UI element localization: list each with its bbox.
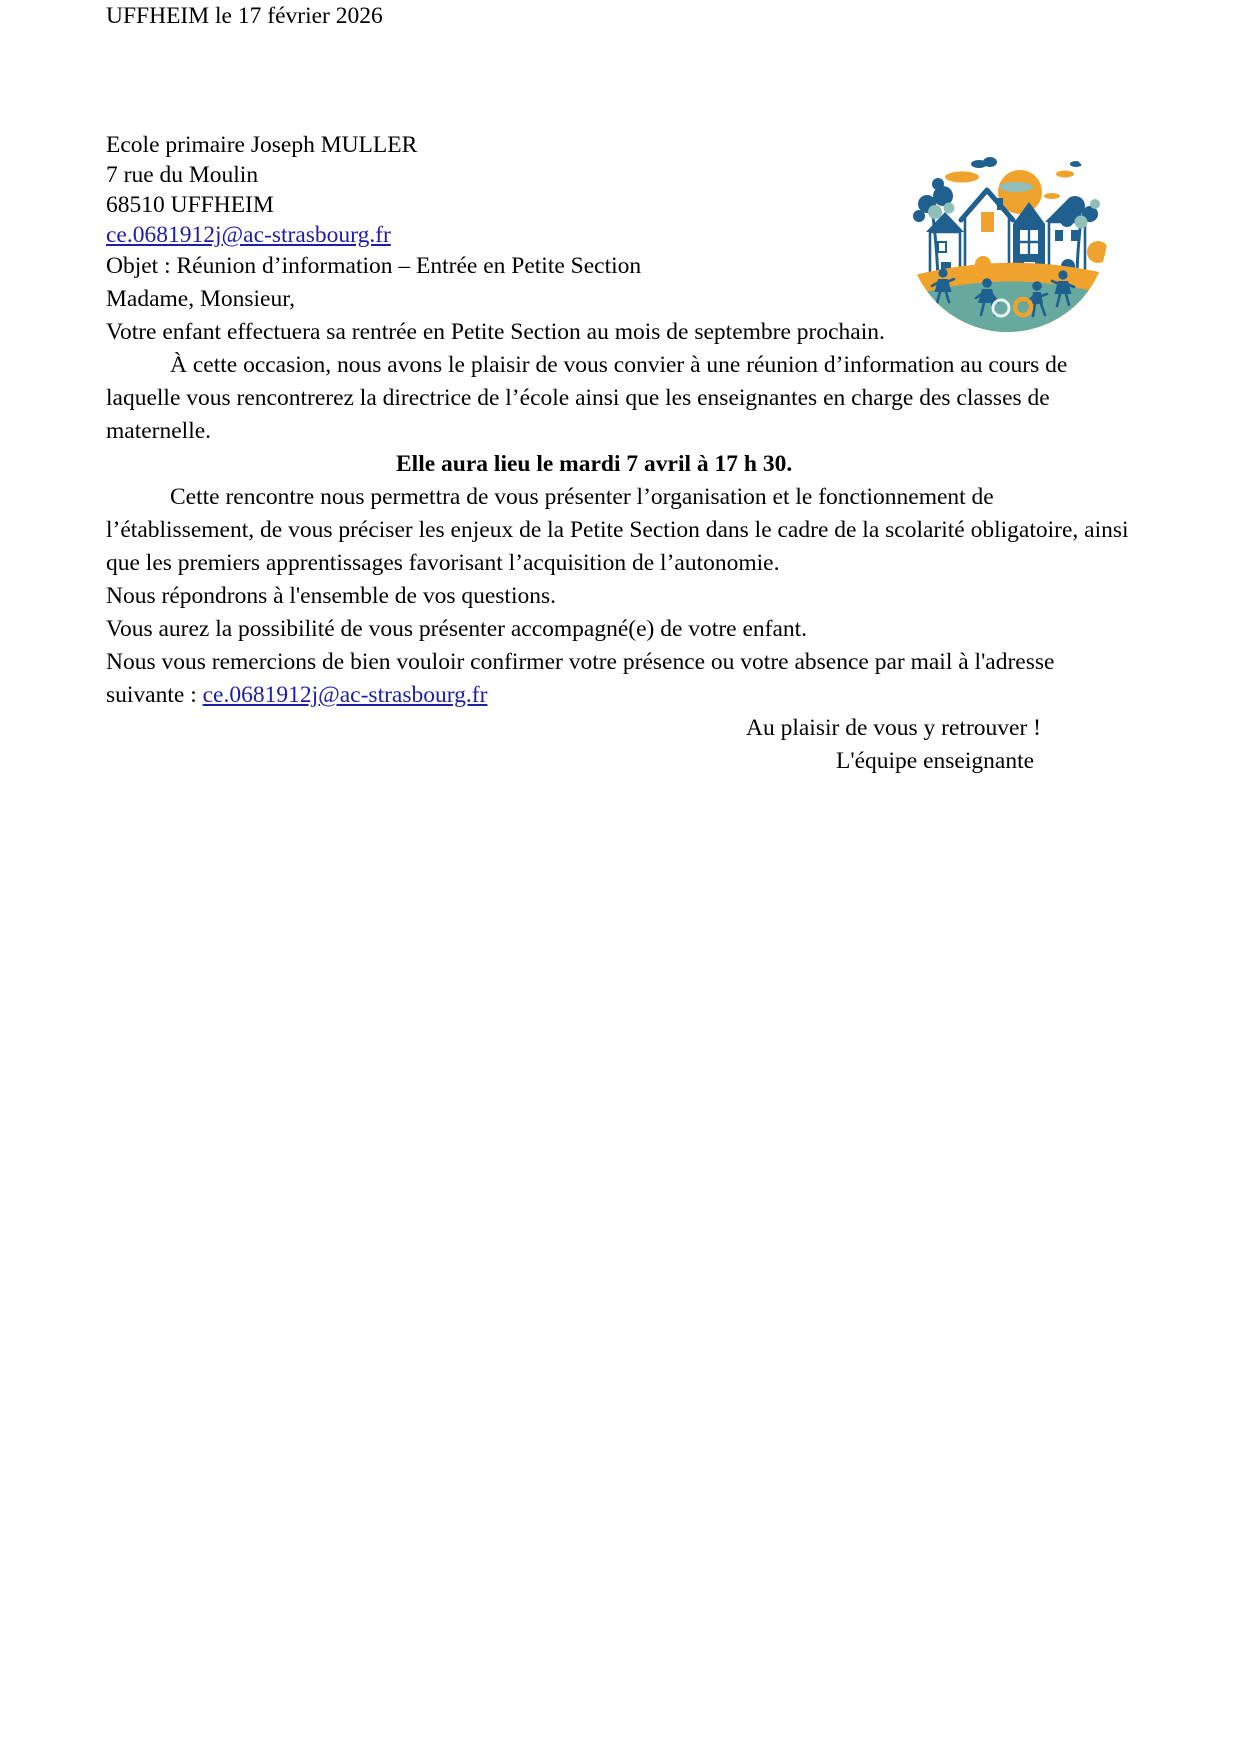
paragraph-presentation: Cette rencontre nous permettra de vous présenter l’organisation et le fonctionnement de l’établissement, de vous préciser les enjeux de la Petite Section dans le cadre de la scolarité obligatoire, ainsi que les premiers apprentissages favorisant l’acquisition de l’autonomie.: [106, 484, 1129, 576]
paragraph-invitation: À cette occasion, nous avons le plaisir de vous convier à une réunion d’information au cours de laquelle vous rencontrerez la directrice de l’école ainsi que les enseignantes en charge des classes de maternelle.: [106, 352, 1068, 444]
confirmation-text: Nous vous remercions de bien vouloir confirmer votre présence ou votre absence par mail à l'adresse suivante :: [106, 649, 1055, 708]
date-line: UFFHEIM le 17 février 2026: [106, 3, 383, 29]
confirmation-email-link[interactable]: ce.0681912j@ac-strasbourg.fr: [202, 682, 488, 708]
salutation: Madame, Monsieur,: [106, 286, 295, 312]
paragraph-rentree: Votre enfant effectuera sa rentrée en Petite Section au mois de septembre prochain.: [106, 319, 885, 345]
sender-street: 7 rue du Moulin: [106, 162, 259, 188]
paragraph-confirmation: [106, 646, 1135, 712]
signature-line: L'équipe enseignante: [836, 748, 1035, 774]
subject-line: Objet : Réunion d’information – Entrée en Petite Section: [106, 253, 642, 279]
logo-scene: [907, 132, 1109, 334]
paragraph-accompagnement: Vous aurez la possibilité de vous présenter accompagné(e) de votre enfant.: [106, 616, 808, 642]
school-logo: [905, 110, 1110, 334]
paragraph-questions: Nous répondrons à l'ensemble de vos questions.: [106, 583, 557, 609]
sender-name: Ecole primaire Joseph MULLER: [106, 132, 418, 158]
closing-line: Au plaisir de vous y retrouver !: [746, 715, 1041, 741]
sender-email-link[interactable]: ce.0681912j@ac-strasbourg.fr: [106, 222, 391, 248]
meeting-date-highlight: Elle aura lieu le mardi 7 avril à 17 h 30.: [396, 451, 793, 477]
sender-city: 68510 UFFHEIM: [106, 192, 274, 218]
school-logo-illustration: [905, 110, 1110, 334]
